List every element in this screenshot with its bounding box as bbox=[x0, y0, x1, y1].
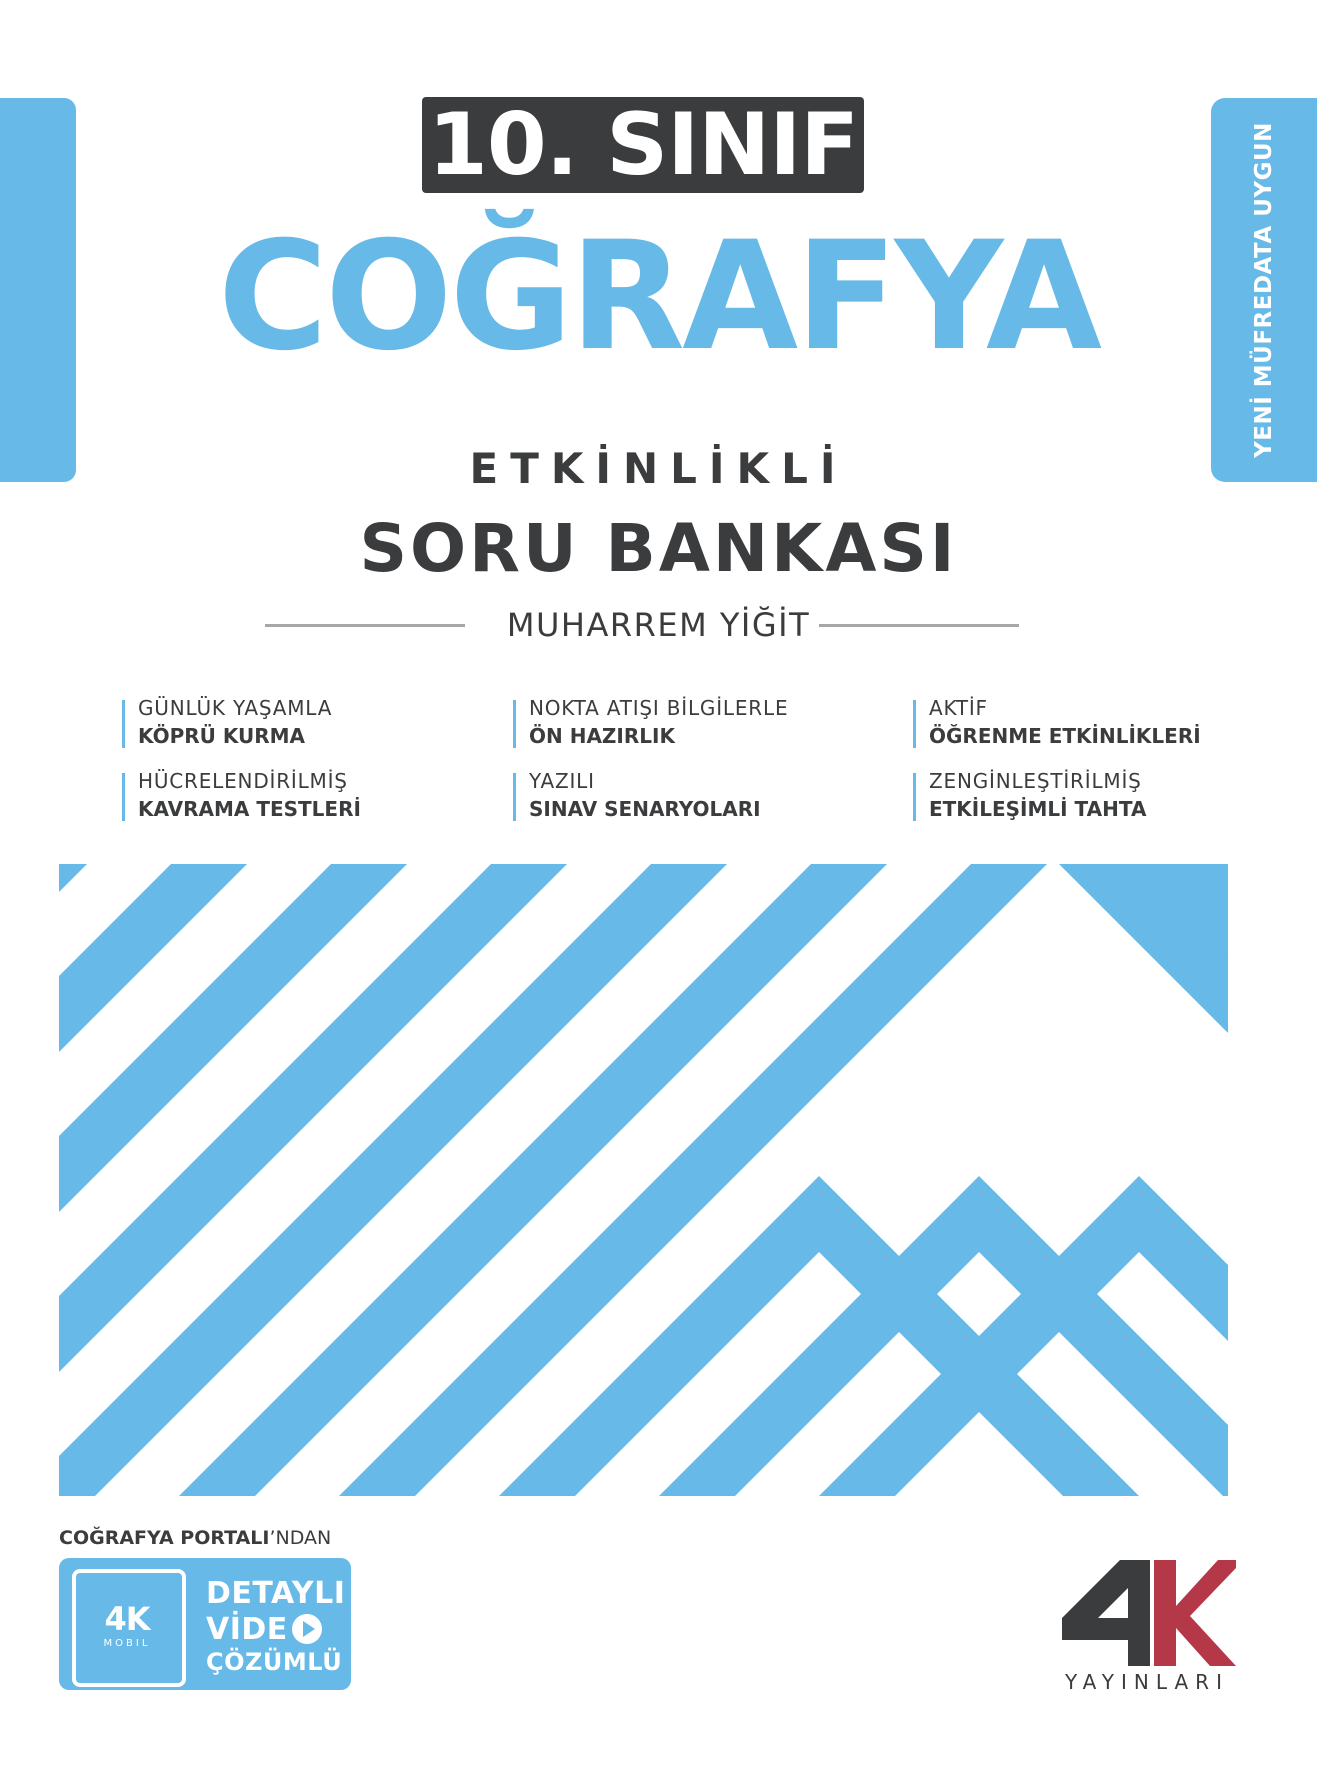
feature-line1: YAZILI bbox=[529, 769, 595, 793]
feature-line1: GÜNLÜK YAŞAMLA bbox=[138, 696, 333, 720]
portal-suffix: ’NDAN bbox=[269, 1527, 332, 1549]
feature-bar bbox=[122, 700, 125, 748]
feature-bar bbox=[122, 773, 125, 821]
feature-line2: ÖN HAZIRLIK bbox=[529, 724, 675, 748]
author-name: MUHARREM YİĞİT bbox=[506, 606, 811, 644]
play-icon bbox=[290, 1612, 324, 1646]
portal-name: COĞRAFYA PORTALI bbox=[59, 1527, 270, 1549]
publisher-4k-logo bbox=[1058, 1558, 1236, 1668]
video-badge-line3: ÇÖZÜMLÜ bbox=[206, 1648, 343, 1676]
portal-line bbox=[59, 1527, 331, 1549]
publisher-name: YAYINLARI bbox=[1065, 1670, 1229, 1694]
feature-line2: KAVRAMA TESTLERİ bbox=[138, 797, 361, 821]
subtitle-main: SORU BANKASI bbox=[359, 510, 958, 587]
feature-line1: HÜCRELENDİRİLMİŞ bbox=[138, 769, 348, 793]
feature-line2: ÖĞRENME ETKİNLİKLERİ bbox=[929, 724, 1201, 748]
feature-line1: AKTİF bbox=[929, 696, 988, 720]
grade-label: 10. SINIF bbox=[428, 95, 858, 195]
feature-line2: KÖPRÜ KURMA bbox=[138, 724, 306, 748]
feature-line2: ETKİLEŞİMLİ TAHTA bbox=[929, 797, 1147, 821]
curriculum-badge-label: YENİ MÜFREDATA UYGUN bbox=[1251, 122, 1277, 458]
feature-bar bbox=[913, 773, 916, 821]
feature-line2: SINAV SENARYOLARI bbox=[529, 797, 761, 821]
author-divider-right bbox=[819, 624, 1019, 627]
subject-title: COĞRAFYA bbox=[217, 210, 1100, 384]
video-badge-line2: VİDE bbox=[206, 1612, 288, 1647]
mobile-app-logo-sub: MOBIL bbox=[103, 1638, 151, 1649]
stripe-pattern bbox=[59, 864, 1228, 1496]
feature-bar bbox=[513, 700, 516, 748]
feature-bar bbox=[513, 773, 516, 821]
subtitle-top: ETKİNLİKLİ bbox=[469, 444, 848, 493]
mobile-app-logo: 4K bbox=[104, 1600, 150, 1638]
feature-line1: NOKTA ATIŞI BİLGİLERLE bbox=[529, 696, 789, 720]
feature-bar bbox=[913, 700, 916, 748]
feature-line1: ZENGİNLEŞTİRİLMİŞ bbox=[929, 769, 1142, 793]
grade-label-box bbox=[422, 97, 864, 193]
video-badge-line1: DETAYLI bbox=[206, 1576, 346, 1611]
